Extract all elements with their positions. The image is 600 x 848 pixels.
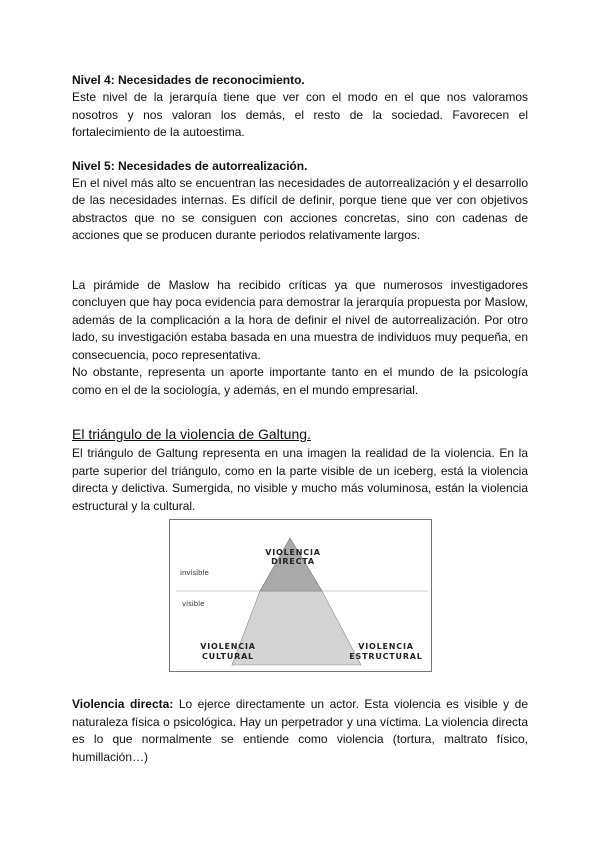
galtung-intro: El triángulo de Galtung representa en una imagen la realidad de la violencia. En la parte superior del triángulo, como en la parte visible de un iceberg, está la violencia directa y delictiva. Sumergida, no visible y mucho más voluminosa, están la violencia estructural y la cultural.: [72, 446, 528, 513]
level4-heading: Nivel 4: Necesidades de reconocimiento.: [72, 73, 305, 87]
structural-violence-label-1: VIOLENCIA: [358, 642, 414, 651]
level5-body: En el nivel más alto se encuentran las necesidades de autorrealización y el desarrollo de las necesidades internas. Es difícil de definir, porque tiene que ver con objetivos abstractos que no se consiguen con acciones concretas, sino con cadenas de acciones que se producen durante periodos relativamente largos.: [72, 175, 528, 242]
document-page: [72, 72, 528, 766]
cultural-violence-label-2: CULTURAL: [202, 652, 254, 661]
direct-violence-term: Violencia directa:: [72, 697, 174, 711]
direct-violence-paragraph: [72, 696, 528, 766]
critique-paragraph-2: No obstante, representa un aporte importante tanto en el mundo de la psicología como en el de la sociología, y además, en el mundo empresarial.: [72, 365, 528, 397]
galtung-triangle-figure: [169, 519, 432, 672]
direct-violence-label-2: DIRECTA: [271, 557, 315, 566]
galtung-section-title: El triángulo de la violencia de Galtung.: [72, 426, 311, 442]
direct-violence-label-1: VIOLENCIA: [265, 548, 321, 557]
invisible-label: invisible: [180, 569, 209, 577]
visible-label: visible: [182, 600, 205, 608]
direct-violence-body: Lo ejerce directamente un actor. Esta violencia es visible y de naturaleza física o psicológica. Hay un perpetrador y una víctima. La violencia directa es lo que normalmente se entiende como violencia (tortura, maltrato físico, humillación…): [72, 697, 529, 764]
level5-heading: Nivel 5: Necesidades de autorrealización.: [72, 158, 308, 173]
cultural-violence-label-1: VIOLENCIA: [200, 642, 256, 651]
structural-violence-label-2: ESTRUCTURAL: [349, 652, 423, 661]
galtung-triangle-svg: [170, 520, 431, 671]
critique-paragraph-1: La pirámide de Maslow ha recibido críticas ya que numerosos investigadores concluyen que hay poca evidencia para demostrar la jerarquía propuesta por Maslow, además de la complicación a la hora de definir el nivel de autorrealización. Por otro lado, su investigación estaba basada en una muestra de individuos muy pequeña, en consecuencia, poco representativa.: [72, 277, 528, 362]
level4-body: Este nivel de la jerarquía tiene que ver con el modo en el que nos valoramos nosotros y nos valoran los demás, el resto de la sociedad. Favorecen el fortalecimiento de la autoestima.: [72, 90, 528, 139]
